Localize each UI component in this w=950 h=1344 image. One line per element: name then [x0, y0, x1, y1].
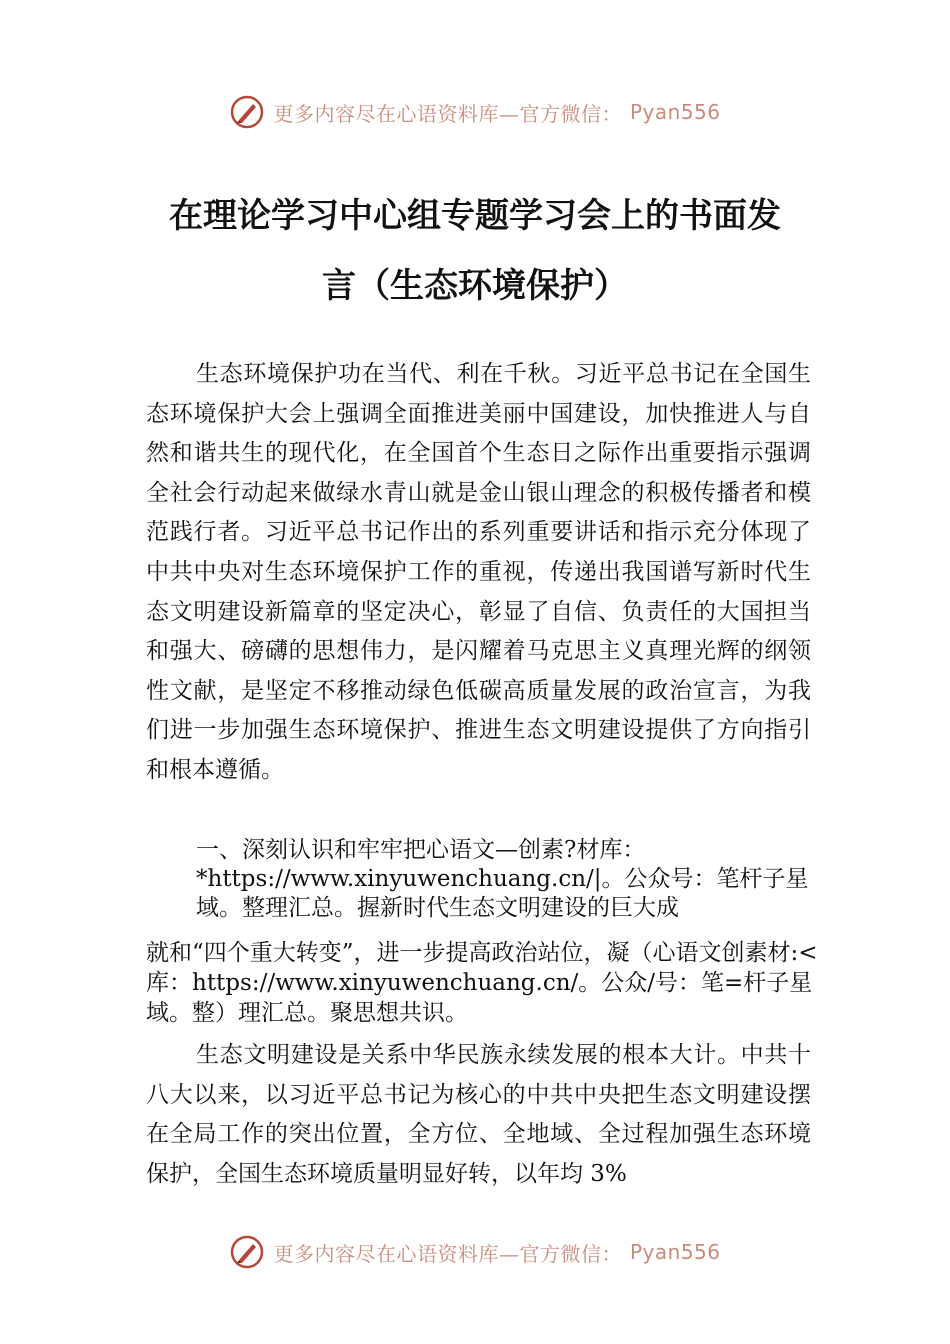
section-heading-1: 一、深刻认识和牢牢把心语文—创素?材库：*https://www.xinyuwenchuang.cn/|。公众号：笔杆子星域。整理汇总。握新时代生态文明建设的巨大成	[196, 837, 809, 921]
watermark-wechat-id: Pyan556	[629, 1240, 721, 1264]
watermark-header	[0, 94, 950, 130]
watermark-text: 更多内容尽在心语资料库—官方微信：	[273, 1241, 622, 1266]
pen-logo-icon	[229, 94, 265, 130]
document-title-line-1: 在理论学习中心组专题学习会上的书面发	[169, 196, 781, 236]
inserted-ad-text: 就和“四个重大转变”，进一步提高政治站位，凝（心语文创素材:<库：https://www.xinyuwenchuang.cn/。公众/号：笔=杆子星域。整）理汇总。聚思想共识。	[146, 940, 818, 1026]
watermark-wechat-id: Pyan556	[629, 100, 721, 124]
pen-logo-icon	[229, 1234, 265, 1270]
body-paragraph-1: 生态环境保护功在当代、利在千秋。习近平总书记在全国生态环境保护大会上强调全面推进美丽中国建设，加快推进人与自然和谐共生的现代化，在全国首个生态日之际作出重要指示强调全社会行动起来做绿水青山就是金山银山理念的积极传播者和模范践行者。习近平总书记作出的系列重要讲话和指示充分体现了中共中央对生态环境保护工作的重视，传递出我国谱写新时代生态文明建设新篇章的坚定决心，彰显了自信、负责任的大国担当和强大、磅礴的思想伟力，是闪耀着马克思主义真理光辉的纲领性文献，是坚定不移推动绿色低碳高质量发展的政治宣言，为我们进一步加强生态环境保护、推进生态文明建设提供了方向指引和根本遵循。	[146, 361, 811, 783]
body-paragraph-2: 生态文明建设是关系中华民族永续发展的根本大计。中共十八大以来，以习近平总书记为核心的中共中央把生态文明建设摆在全局工作的突出位置，全方位、全地域、全过程加强生态环境保护，全国生态环境质量明显好转，以年均 3%	[146, 1042, 811, 1187]
document-title-line-2: 言（生态环境保护）	[322, 266, 628, 306]
watermark-footer	[0, 1234, 950, 1270]
watermark-text: 更多内容尽在心语资料库—官方微信：	[273, 101, 622, 126]
